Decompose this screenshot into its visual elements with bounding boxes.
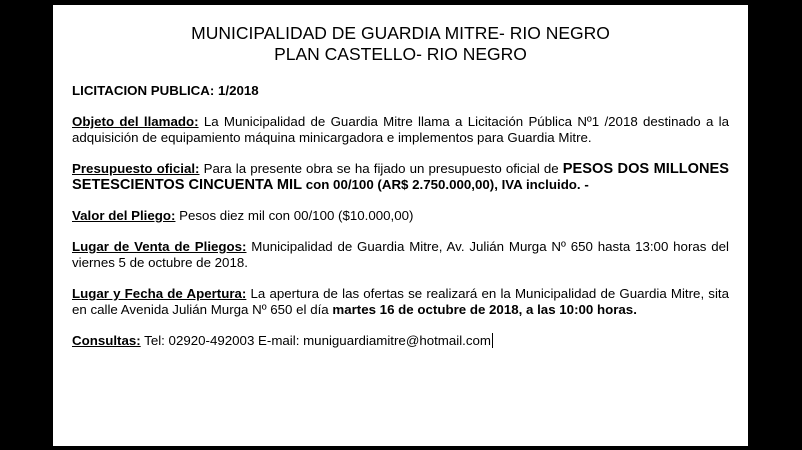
venta-text: Municipalidad de Guardia Mitre, Av. Julián Murga Nº 650 hasta 13:00 horas del viernes 5 de octubre de 2018. — [72, 239, 729, 270]
consultas-text[interactable]: Tel: 02920-492003 E-mail: muniguardiamitre@hotmail.com — [140, 333, 491, 348]
consultas-label: Consultas: — [72, 333, 141, 348]
text-cursor — [492, 333, 493, 348]
document-page — [53, 5, 748, 446]
apertura-label: Lugar y Fecha de Apertura: — [72, 286, 247, 301]
apertura-text: La apertura de las ofertas se realizará en la Municipalidad de Guardia Mitre, sita en calle Avenida Julián Murga Nº 650 el día — [72, 286, 729, 317]
objeto-paragraph — [72, 114, 729, 146]
document-header — [72, 23, 729, 65]
objeto-text: La Municipalidad de Guardia Mitre llama a Licitación Pública Nº1 /2018 destinado a la adquisición de equipamiento máquina minicargadora e implementos para Guardia Mitre. — [72, 114, 729, 145]
licitacion-heading: LICITACION PUBLICA: 1/2018 — [72, 83, 259, 98]
presupuesto-amount: PESOS DOS MILLONES SETESCIENTOS CINCUENTA MIL — [72, 161, 730, 193]
consultas-paragraph[interactable] — [72, 333, 729, 349]
objeto-label: Objeto del llamado: — [72, 114, 199, 129]
venta-label: Lugar de Venta de Pliegos: — [72, 239, 247, 254]
header-subtitle: PLAN CASTELLO- RIO NEGRO — [274, 44, 527, 64]
venta-paragraph — [72, 239, 729, 271]
apertura-paragraph — [72, 286, 729, 318]
presupuesto-text: Para la presente obra se ha fijado un presupuesto oficial de — [199, 161, 563, 176]
valor-paragraph — [72, 208, 729, 224]
presupuesto-label: Presupuesto oficial: — [72, 161, 200, 176]
header-title: MUNICIPALIDAD DE GUARDIA MITRE- RIO NEGRO — [191, 23, 610, 43]
presupuesto-paragraph — [72, 161, 729, 193]
valor-text: Pesos diez mil con 00/100 ($10.000,00) — [175, 208, 414, 223]
presupuesto-amount-detail: con 00/100 (AR$ 2.750.000,00), IVA incluido. - — [302, 177, 589, 192]
valor-label: Valor del Pliego: — [72, 208, 176, 223]
apertura-date: martes 16 de octubre de 2018, a las 10:00 horas. — [332, 302, 637, 317]
